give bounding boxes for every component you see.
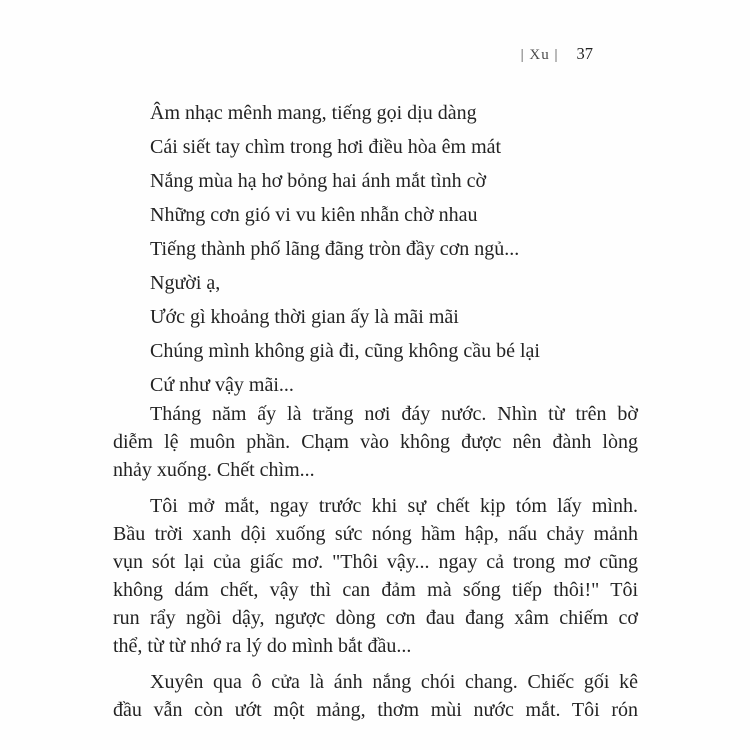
poem-line: Ước gì khoảng thời gian ấy là mãi mãi: [150, 306, 459, 328]
prose-line: không dám chết, vậy thì can đảm mà sống tiếp thôi!" Tôi: [113, 579, 638, 601]
prose-line: Tháng năm ấy là trăng nơi đáy nước. Nhìn từ trên bờ: [150, 403, 638, 425]
prose-line: Tôi mở mắt, ngay trước khi sự chết kịp tóm lấy mình.: [150, 495, 638, 517]
prose-line: đầu vẫn còn ướt một mảng, thơm mùi nước mắt. Tôi rón: [113, 699, 638, 721]
paragraph: [113, 492, 638, 660]
poem-block: [150, 96, 650, 402]
poem-line: Những cơn gió vi vu kiên nhẫn chờ nhau: [150, 204, 478, 226]
prose-line: Bầu trời xanh dội xuống sức nóng hầm hập, nấu chảy mảnh: [113, 523, 638, 545]
poem-line: Nắng mùa hạ hơ bỏng hai ánh mắt tình cờ: [150, 170, 487, 192]
poem-line: Chúng mình không già đi, cũng không cầu bé lại: [150, 340, 540, 362]
prose-line: vụn sót lại của giấc mơ. "Thôi vậy... ngay cả trong mơ cũng: [113, 551, 638, 573]
book-title-marker: | Xu |: [520, 47, 559, 63]
poem-line: Người ạ,: [150, 272, 221, 294]
prose-line: thể, từ từ nhớ ra lý do mình bắt đầu...: [113, 635, 412, 657]
paragraph: [113, 400, 638, 484]
poem-line: Âm nhạc mênh mang, tiếng gọi dịu dàng: [150, 102, 477, 124]
prose-line: run rẩy ngồi dậy, ngược dòng cơn đau đang xâm chiếm cơ: [113, 607, 638, 629]
poem-line: Cái siết tay chìm trong hơi điều hòa êm mát: [150, 136, 502, 158]
prose-line: nhảy xuống. Chết chìm...: [113, 459, 315, 481]
poem-line: Tiếng thành phố lãng đãng tròn đầy cơn ngủ...: [150, 238, 520, 260]
poem-line: Cứ như vậy mãi...: [150, 374, 294, 396]
page-number: 37: [576, 44, 593, 63]
paragraph: [113, 668, 638, 724]
running-header: [521, 44, 593, 64]
prose-block: [113, 400, 638, 724]
prose-line: Xuyên qua ô cửa là ánh nắng chói chang. Chiếc gối kê: [150, 671, 638, 693]
prose-line: diễm lệ muôn phần. Chạm vào không được nên đành lòng: [113, 431, 638, 453]
